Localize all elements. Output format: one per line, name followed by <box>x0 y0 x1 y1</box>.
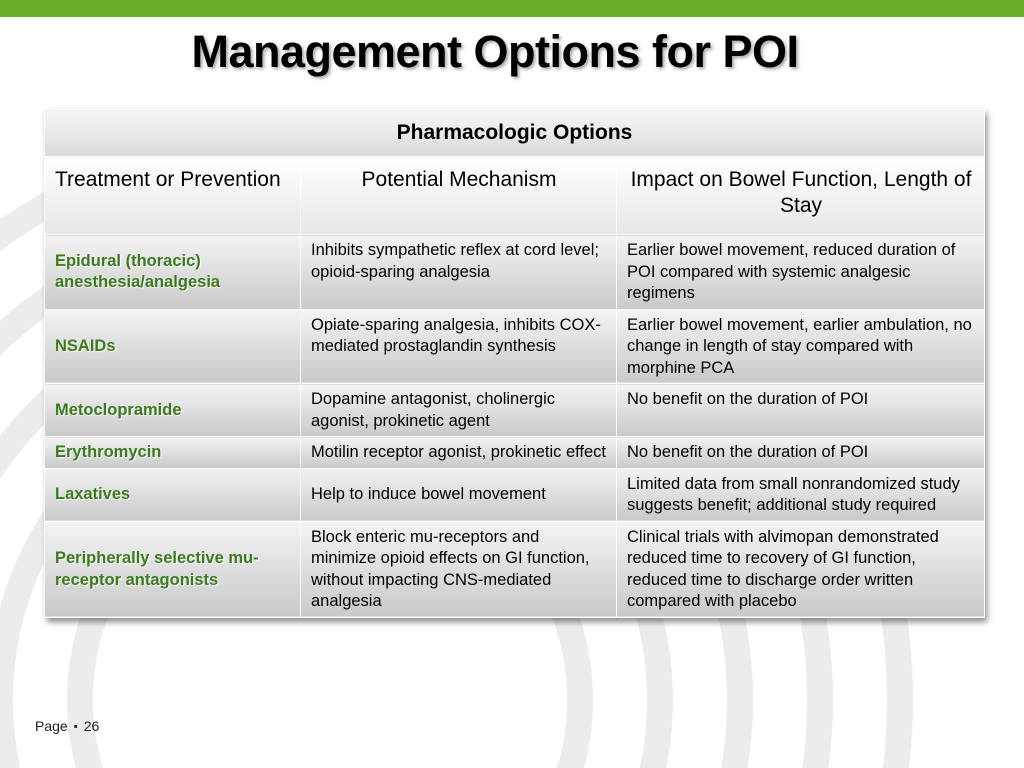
table-caption: Pharmacologic Options <box>45 110 985 157</box>
mechanism-cell: Opiate-sparing analgesia, inhibits COX-mediated prostaglandin synthesis <box>301 309 617 384</box>
treatment-cell <box>45 521 301 617</box>
mechanism-cell: Inhibits sympathetic reflex at cord level; opioid-sparing analgesia <box>301 235 617 310</box>
header-impact: Impact on Bowel Function, Length of Stay <box>617 157 985 235</box>
treatment-cell <box>45 235 301 310</box>
header-mechanism: Potential Mechanism <box>301 157 617 235</box>
impact-cell: Limited data from small nonrandomized study suggests benefit; additional study required <box>617 468 985 521</box>
impact-cell: Earlier bowel movement, reduced duration of POI compared with systemic analgesic regimens <box>617 235 985 310</box>
header-treatment: Treatment or Prevention <box>45 157 301 235</box>
page-number <box>35 718 99 734</box>
page-label: Page <box>35 718 68 734</box>
bullet-separator-icon: ▪ <box>73 719 78 733</box>
table-row <box>45 309 985 384</box>
treatment-name: Peripherally selective mu-receptor antagonists <box>55 549 259 589</box>
pharmacologic-options-table <box>44 109 984 618</box>
treatment-cell <box>45 468 301 521</box>
impact-cell: No benefit on the duration of POI <box>617 437 985 469</box>
impact-cell: Clinical trials with alvimopan demonstrated reduced time to recovery of GI function, reduced time to discharge order written compared with placebo <box>617 521 985 617</box>
mechanism-cell: Dopamine antagonist, cholinergic agonist, prokinetic agent <box>301 384 617 437</box>
mechanism-cell: Block enteric mu-receptors and minimize opioid effects on GI function, without impacting CNS-mediated analgesia <box>301 521 617 617</box>
table-caption-row <box>45 110 985 157</box>
top-accent-bar <box>0 0 1024 17</box>
mechanism-cell: Motilin receptor agonist, prokinetic effect <box>301 437 617 469</box>
treatment-name: Erythromycin <box>55 443 162 461</box>
table-row <box>45 521 985 617</box>
table-header-row <box>45 157 985 235</box>
table-row <box>45 235 985 310</box>
table-row <box>45 468 985 521</box>
treatment-name: Laxatives <box>55 485 131 504</box>
impact-cell: Earlier bowel movement, earlier ambulation, no change in length of stay compared with morphine PCA <box>617 309 985 384</box>
treatment-cell <box>45 384 301 437</box>
mechanism-cell: Help to induce bowel movement <box>301 468 617 521</box>
treatment-name: Metoclopramide <box>55 400 182 419</box>
treatment-cell <box>45 437 301 469</box>
options-table <box>44 109 985 618</box>
slide-title: Management Options for POI <box>191 26 799 77</box>
table-row <box>45 437 985 469</box>
page-number-value: 26 <box>83 718 100 734</box>
treatment-name: NSAIDs <box>55 337 116 355</box>
treatment-name: Epidural (thoracic) anesthesia/analgesia <box>55 251 221 292</box>
table-row <box>45 384 985 437</box>
impact-cell: No benefit on the duration of POI <box>617 384 985 437</box>
treatment-cell <box>45 309 301 384</box>
